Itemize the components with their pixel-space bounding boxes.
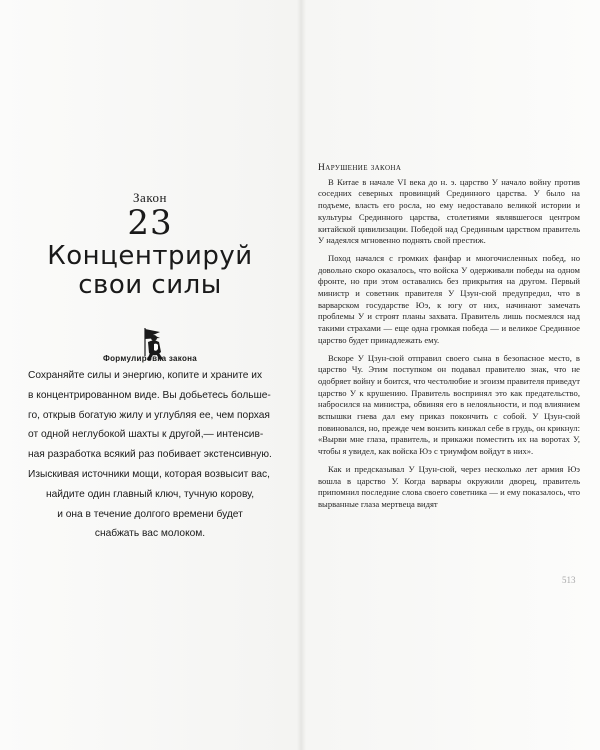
formula-line: найдите один главный ключ, тучную корову, bbox=[45, 488, 255, 500]
law-number: 23 bbox=[127, 203, 173, 243]
right-page bbox=[300, 0, 600, 750]
law-title bbox=[0, 242, 300, 300]
formula-line: Изыскивая источники мощи, которая возвысит вас, bbox=[28, 468, 270, 480]
formula-text bbox=[28, 366, 272, 544]
formula-line: снабжать вас молоком. bbox=[94, 528, 206, 540]
knight-with-banner-icon bbox=[134, 326, 174, 370]
formula-line: Сохраняйте силы и энергию, копите и храните их bbox=[28, 370, 263, 381]
law-label: Закон bbox=[133, 190, 167, 205]
formula-heading: Формулировка закона bbox=[102, 354, 198, 363]
formula-line: и она в течение долгого времени будет bbox=[57, 508, 243, 520]
paragraph: Поход начался с громких фанфар и многочисленных побед, но довольно скоро оказалось, что войска У одерживали победы на одном фронте, но при этом оставались без прикрытия на другом. Первый министр и советник правителя У Цзун-сюй предупредил, что в варварском государстве Юэ, к югу от них, начинают замечать проблемы У и строят планы захвата. Правитель лишь посмеялся над такими страхами — еще одна громкая победа — и великое Срединное царство будет принадлежать ему. bbox=[318, 252, 580, 345]
paragraph: Вскоре У Цзун-сюй отправил своего сына в безопасное место, в царство Чу. Этим поступком он подавал правителю знак, что не одобряет войну и боится, что честолюбие и эгоизм правителя приведут царство У к крушению. Правитель воспринял это как предательство, набросился на министра, обвиняя его в нелояльности, и под влиянием вспышки гнева дал ему приказ покончить с собой. У Цзун-сюй повиновался, но, прежде чем вонзить кинжал себе в грудь, он крикнул: «Вырви мне глаза, правитель, и прикажи поместить их на воротах У, чтобы я увидел, как войска Юэ с триумфом войдут в них». bbox=[318, 352, 580, 457]
body-text bbox=[318, 163, 580, 517]
formula-line: в концентрированном виде. Вы добьетесь больше- bbox=[28, 389, 271, 401]
page-number: 513 bbox=[562, 575, 576, 585]
formula-line: от одной неглубокой шахты к другой,— интенсив- bbox=[28, 429, 264, 441]
formula-line: ная разработка всякий раз побивает экстенсивную. bbox=[28, 449, 272, 461]
formula-line: го, открыв богатую жилу и углубляя ее, чем порхая bbox=[28, 409, 270, 421]
paragraph: Как и предсказывал У Цзун-сюй, через несколько лет армия Юэ вошла в царство У. Когда варвары окружили дворец, правитель припомнил последние слова своего советника — и ему показалось, что вырванные глаза мертвеца видят bbox=[318, 463, 580, 509]
section-heading: Нарушение закона bbox=[318, 163, 402, 173]
paragraph: В Китае в начале VI века до н. э. царство У начало войну против соседних северных провинций Срединного царства. У было на подъеме, власть его росла, но ему недоставало великой истории и культуры Срединного царства, столетиями являвшегося центром китайской цивилизации. Победой над Срединным царством правитель У надеялся мгновенно поднять свой престиж. bbox=[318, 176, 580, 246]
law-title-line-1: Концентрируй bbox=[47, 241, 253, 271]
law-title-line-2: свои силы bbox=[78, 270, 222, 300]
